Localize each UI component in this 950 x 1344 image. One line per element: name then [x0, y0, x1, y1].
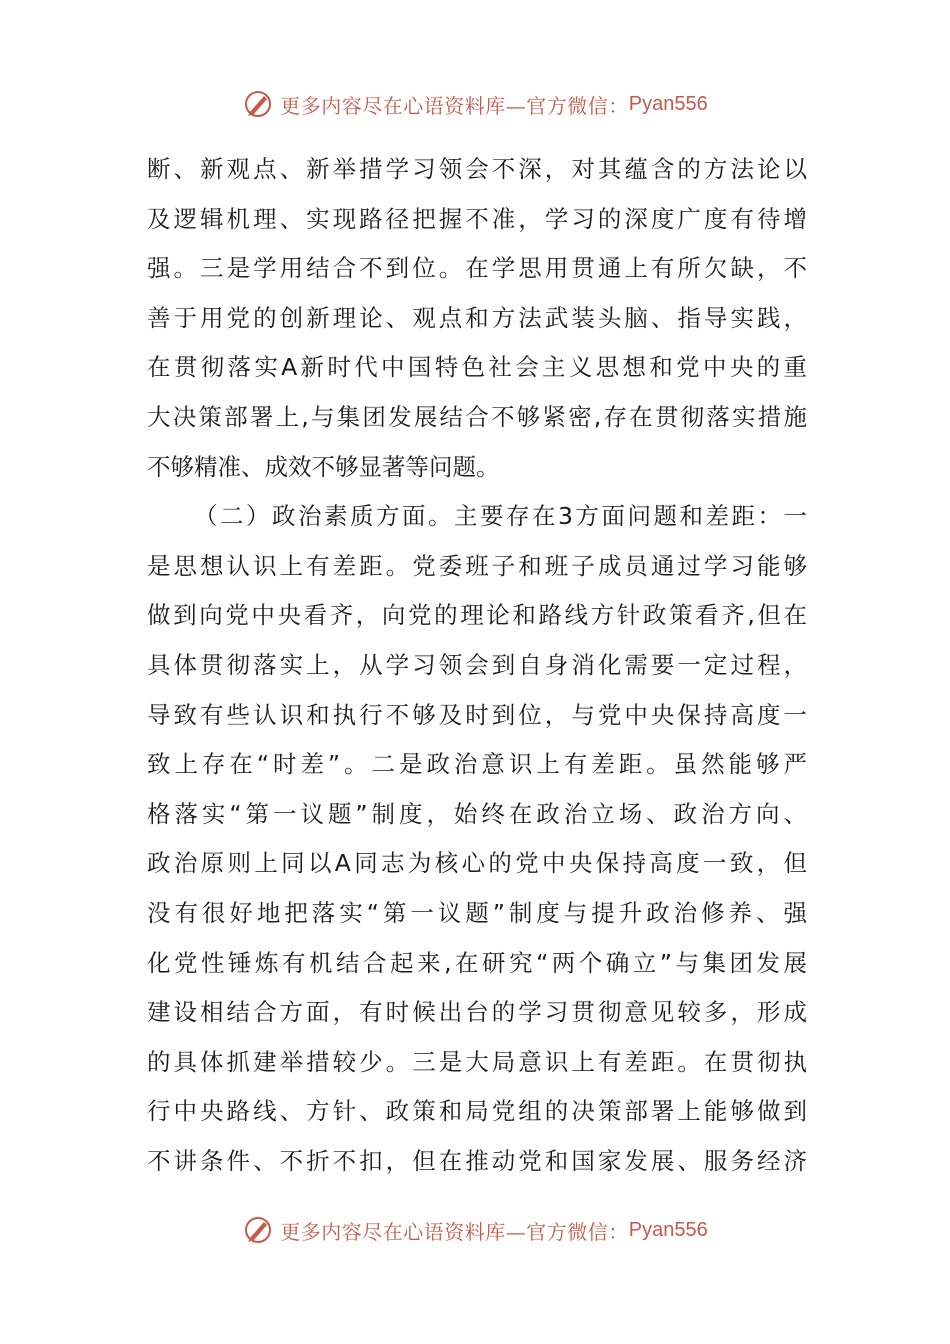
document-body	[147, 145, 807, 1186]
text-line: 没有很好地把落实“第一议题”制度与提升政治修养、强	[147, 898, 807, 927]
text-line: 大决策部署上,与集团发展结合不够紧密,存在贯彻落实措施	[147, 402, 807, 431]
text-line: 的具体抓建举措较少。三是大局意识上有差距。在贯彻执	[147, 1047, 807, 1076]
pen-logo-icon	[242, 88, 274, 120]
text-line: 不讲条件、不折不扣，但在推动党和国家发展、服务经济	[147, 1146, 807, 1175]
text-line: 及逻辑机理、实现路径把握不准，学习的深度广度有待增	[147, 204, 807, 233]
section-heading-line: （二）政治素质方面。主要存在3方面问题和差距：一	[194, 502, 807, 531]
pen-logo-icon	[242, 1214, 274, 1246]
footer-banner-text: 更多内容尽在心语资料库—官方微信：	[280, 1219, 629, 1244]
text-line: 做到向党中央看齐，向党的理论和路线方针政策看齐,但在	[147, 601, 807, 630]
header-banner	[0, 84, 950, 124]
text-line: 化党性锤炼有机结合起来,在研究“两个确立”与集团发展	[147, 948, 807, 977]
text-line: 行中央路线、方针、政策和局党组的决策部署上能够做到	[147, 1097, 807, 1126]
text-line: 导致有些认识和执行不够及时到位，与党中央保持高度一	[147, 700, 807, 729]
text-line: 建设相结合方面，有时候出台的学习贯彻意见较多，形成	[147, 998, 807, 1027]
text-line: 政治原则上同以A同志为核心的党中央保持高度一致，但	[147, 849, 807, 878]
text-line: 善于用党的创新理论、观点和方法武装头脑、指导实践，	[147, 303, 807, 332]
text-line: 是思想认识上有差距。党委班子和班子成员通过学习能够	[147, 551, 807, 580]
header-banner-text: 更多内容尽在心语资料库—官方微信：	[280, 93, 629, 118]
text-line: 不够精准、成效不够显著等问题。	[147, 452, 500, 481]
text-line: 在贯彻落实A新时代中国特色社会主义思想和党中央的重	[147, 353, 807, 382]
text-line: 强。三是学用结合不到位。在学思用贯通上有所欠缺，不	[147, 254, 807, 283]
text-line: 格落实“第一议题”制度，始终在政治立场、政治方向、	[147, 799, 807, 828]
text-line: 致上存在“时差”。二是政治意识上有差距。虽然能够严	[147, 750, 807, 779]
text-line: 具体贯彻落实上，从学习领会到自身消化需要一定过程，	[147, 650, 807, 679]
header-banner-id: Pyan556	[628, 92, 708, 115]
text-line: 断、新观点、新举措学习领会不深，对其蕴含的方法论以	[147, 155, 807, 183]
footer-banner	[0, 1210, 950, 1250]
footer-banner-id: Pyan556	[628, 1218, 708, 1241]
